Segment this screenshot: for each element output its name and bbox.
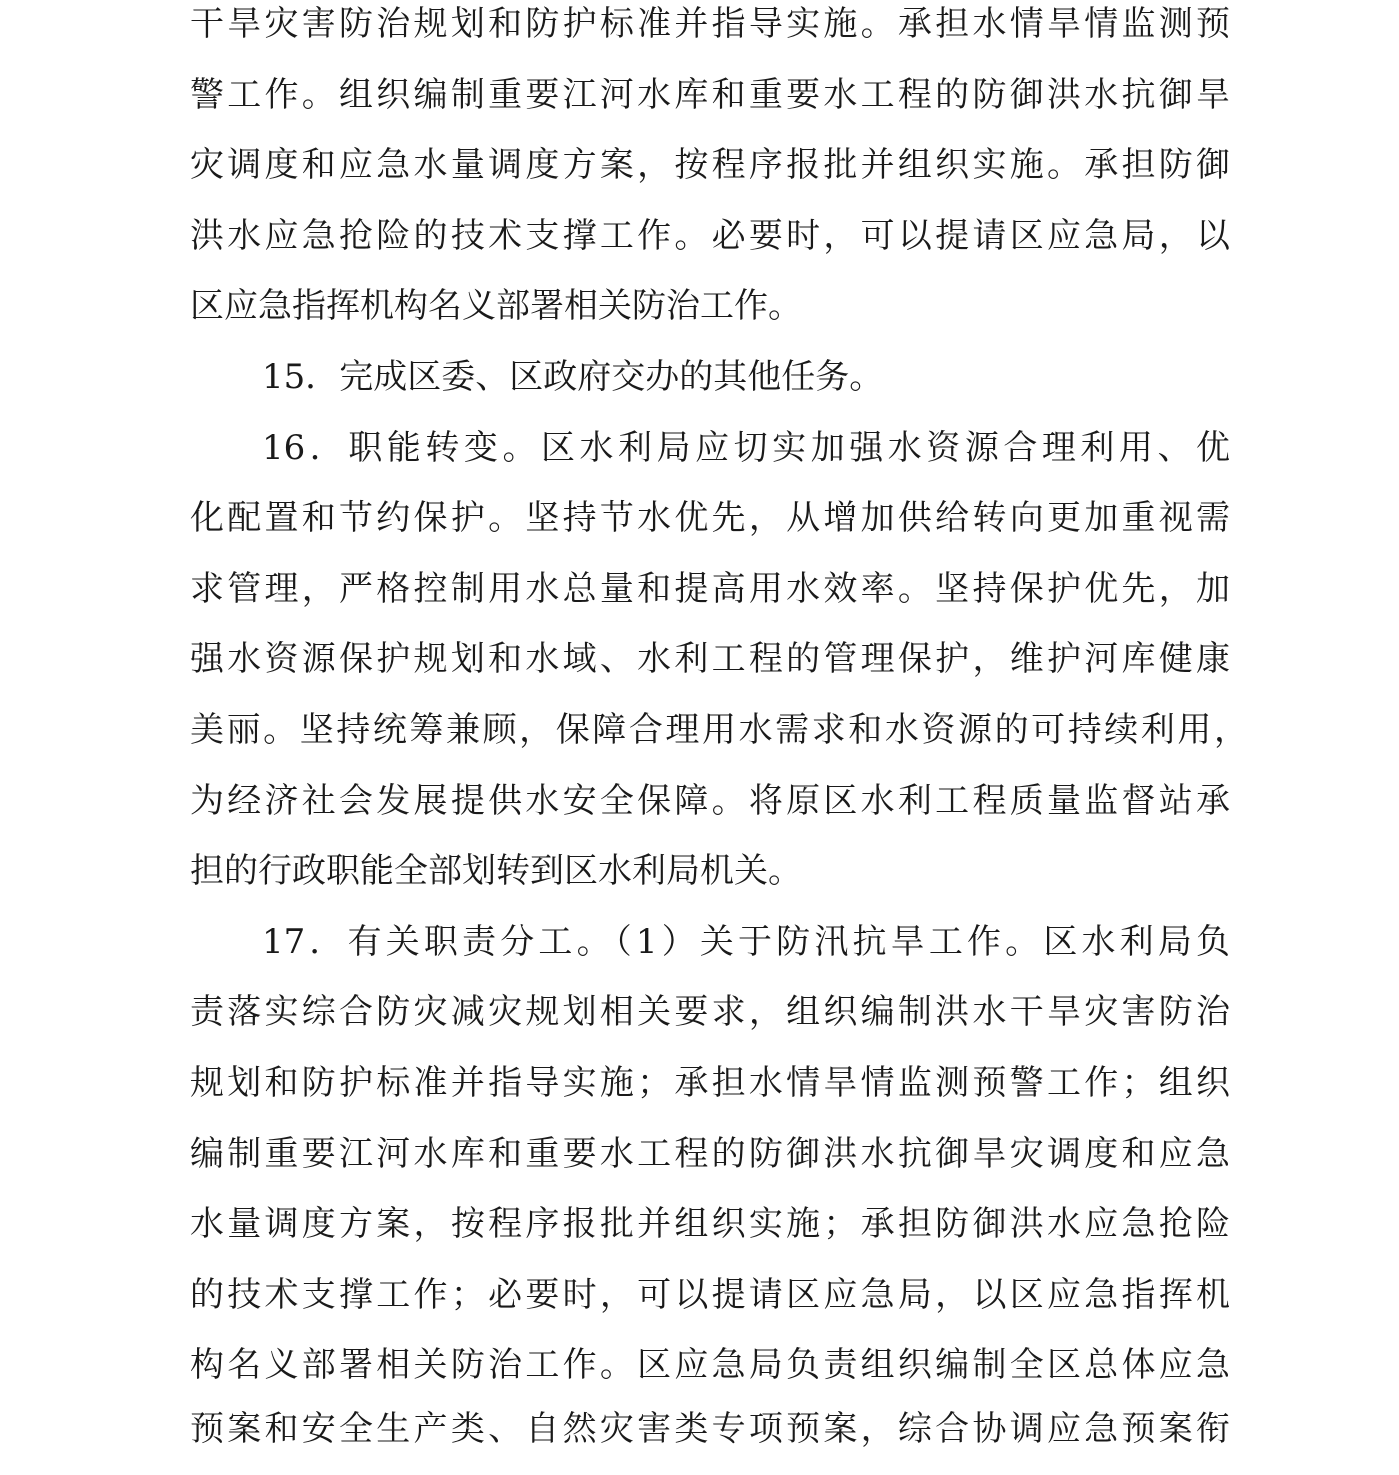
paragraph-15: 15．完成区委、区政府交办的其他任务。 [262, 357, 884, 397]
text-line-9: 求管理，严格控制用水总量和提高用水效率。坚持保护优先，加 [190, 569, 1230, 609]
text-line-4: 洪水应急抢险的技术支撑工作。必要时，可以提请区应急局，以 [190, 216, 1230, 256]
text-line-2: 警工作。组织编制重要江河水库和重要水工程的防御洪水抗御旱 [190, 75, 1230, 115]
text-line-5: 区应急指挥机构名义部署相关防治工作。 [190, 286, 802, 326]
text-line-19: 的技术支撑工作；必要时，可以提请区应急局，以区应急指挥机 [190, 1275, 1230, 1315]
text-line-20: 构名义部署相关防治工作。区应急局负责组织编制全区总体应急 [190, 1345, 1230, 1385]
text-line-17: 编制重要江河水库和重要水工程的防御洪水抗御旱灾调度和应急 [190, 1134, 1230, 1174]
text-line-12: 为经济社会发展提供水安全保障。将原区水利工程质量监督站承 [190, 781, 1230, 821]
text-line-10: 强水资源保护规划和水域、水利工程的管理保护，维护河库健康 [190, 639, 1230, 679]
text-line-13: 担的行政职能全部划转到区水利局机关。 [190, 851, 802, 891]
paragraph-16-start: 16．职能转变。区水利局应切实加强水资源合理利用、优 [262, 428, 1230, 468]
text-line-3: 灾调度和应急水量调度方案，按程序报批并组织实施。承担防御 [190, 145, 1230, 185]
text-line-8: 化配置和节约保护。坚持节水优先，从增加供给转向更加重视需 [190, 498, 1230, 538]
text-line-21: 预案和安全生产类、自然灾害类专项预案，综合协调应急预案衔 [190, 1409, 1230, 1449]
text-line-15: 责落实综合防灾减灾规划相关要求，组织编制洪水干旱灾害防治 [190, 992, 1230, 1032]
text-line-1: 干旱灾害防治规划和防护标准并指导实施。承担水情旱情监测预 [190, 4, 1230, 44]
text-line-16: 规划和防护标准并指导实施；承担水情旱情监测预警工作；组织 [190, 1063, 1230, 1103]
paragraph-17-start: 17．有关职责分工。（1）关于防汛抗旱工作。区水利局负 [262, 922, 1230, 962]
text-line-11: 美丽。坚持统筹兼顾，保障合理用水需求和水资源的可持续利用， [190, 710, 1248, 750]
text-line-18: 水量调度方案，按程序报批并组织实施；承担防御洪水应急抢险 [190, 1204, 1230, 1244]
